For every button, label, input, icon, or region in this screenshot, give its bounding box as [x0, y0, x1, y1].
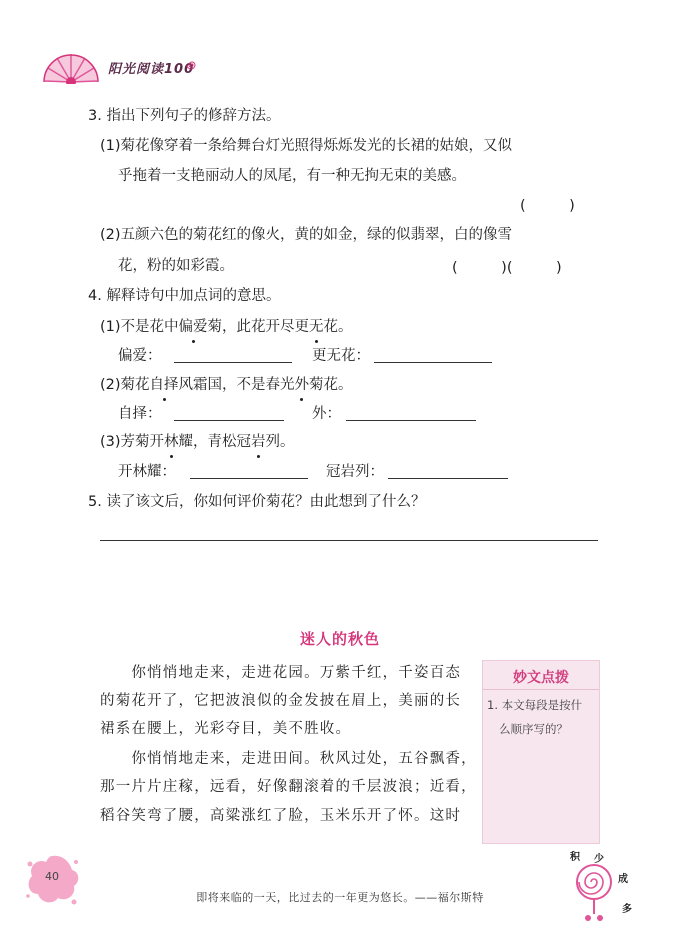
- answer-label: 外：: [312, 406, 341, 422]
- sidebar-question: 1. 本文每段是按什 么顺序写的？: [487, 698, 583, 736]
- answer-line[interactable]: [374, 362, 492, 363]
- answer-line[interactable]: [174, 362, 292, 363]
- tips-sidebar: [482, 660, 600, 844]
- answer-line[interactable]: [174, 420, 284, 421]
- spiral-lollipop-icon: [574, 862, 614, 924]
- swirl-ornament-icon: [186, 59, 198, 71]
- series-title: 阳光阅读100: [108, 62, 195, 77]
- article-line: 你悄悄地走来，走进花园。万紫千红，千姿百态: [100, 665, 462, 681]
- question-3-item-1-line-1: (1)菊花像穿着一条给舞台灯光照得烁烁发光的长裙的姑娘，又似: [100, 138, 513, 154]
- dotted-word: 无: [309, 319, 324, 335]
- question-4-stem: 4. 解释诗句中加点词的意思。: [88, 288, 281, 304]
- answer-label: 更无花：: [312, 348, 370, 364]
- question-5-stem: 5. 读了该文后，你如何评价菊花？由此想到了什么？: [88, 494, 426, 510]
- article-line: 的菊花开了，它把波浪似的金发披在眉上，美丽的长: [100, 693, 462, 709]
- footer-quote: 即将来临的一天，比过去的一年更为悠长。——福尔斯特: [196, 891, 484, 904]
- article-line: 稻谷笑弯了腰，高粱涨红了脸，玉米乐开了怀。这时: [100, 808, 462, 824]
- logo-character: 成: [618, 874, 628, 885]
- header-fan-logo-icon: [40, 48, 102, 84]
- question-3-item-2-line-2: 花，粉的如彩霞。: [118, 258, 234, 274]
- sidebar-title: 妙文点拨: [513, 670, 569, 686]
- answer-label: 冠岩列：: [326, 464, 384, 480]
- question-3-item-1-line-2: 乎拖着一支艳丽动人的凤尾，有一种无拘无束的美感。: [118, 168, 466, 184]
- answer-label: 偏爱：: [118, 348, 162, 364]
- answer-line[interactable]: [100, 540, 598, 541]
- logo-character: 多: [622, 904, 632, 915]
- dotted-word: 冠岩列: [236, 434, 281, 450]
- question-3-stem: 3. 指出下列句子的修辞方法。: [88, 108, 281, 124]
- article-line: 那一片片庄稼，远看，好像翻滚着的千层波浪；近看，: [100, 779, 477, 795]
- answer-label: 自择：: [118, 406, 162, 422]
- footer-logo: [566, 848, 644, 926]
- question-4-item-3: (3)芳菊开林耀，青松冠岩列。: [100, 434, 295, 450]
- question-4-item-2: (2)菊花自择风霜国，不是春光外菊花。: [100, 377, 353, 393]
- article-line: 你悄悄地走来，走进田间。秋风过处，五谷飘香，: [100, 751, 477, 767]
- article-line: 裙系在腰上，光彩夺目，美不胜收。: [100, 721, 352, 737]
- page-number: 40: [45, 870, 59, 883]
- article-title: 迷人的秋色: [299, 630, 380, 648]
- question-3-item-1-answer-blank[interactable]: ( ): [520, 198, 575, 214]
- question-3-item-2-answer-blanks[interactable]: ( )( ): [452, 260, 562, 276]
- answer-line[interactable]: [388, 478, 508, 479]
- dotted-word: 偏爱: [178, 319, 208, 335]
- logo-character: 积: [570, 852, 580, 863]
- question-4-item-1: (1)不是花中偏爱菊，此花开尽更无花。: [100, 319, 353, 335]
- question-3-item-2-line-1: (2)五颜六色的菊花红的像火，黄的如金，绿的似翡翠，白的像雪: [100, 227, 513, 243]
- dotted-word: 自择: [149, 377, 179, 393]
- dotted-word: 外: [294, 377, 310, 393]
- answer-line[interactable]: [346, 420, 476, 421]
- logo-character: 少: [594, 854, 604, 865]
- sidebar-divider: [483, 689, 599, 690]
- dotted-word: 开林耀: [149, 434, 194, 450]
- answer-label: 开林耀：: [118, 464, 176, 480]
- answer-line[interactable]: [190, 478, 308, 479]
